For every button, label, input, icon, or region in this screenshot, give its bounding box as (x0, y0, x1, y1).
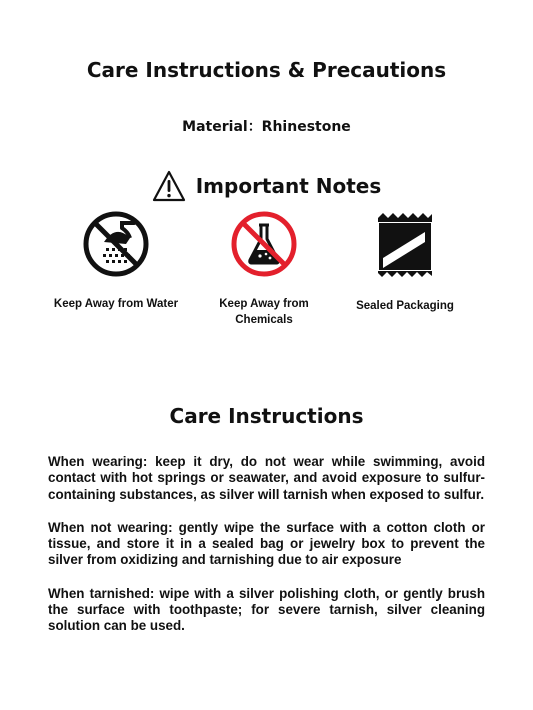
notes-icon-row (0, 210, 533, 340)
care-paragraph-not-wearing: When not wearing: gently wipe the surface with a cotton cloth or tissue, and store it in a sealed bag or jewelry box to prevent the silver from oxidizing and tarnishing due to air exposure (48, 519, 485, 568)
care-instructions-body (48, 454, 485, 652)
sealed-package-icon (370, 210, 440, 280)
note-item-chemicals (189, 210, 339, 328)
material-line: Material：Rhinestone (182, 119, 351, 135)
care-paragraph-tarnished: When tarnished: wipe with a silver polishing cloth, or gently brush the surface with toothpaste; for severe tarnish, silver cleaning solution can be used. (48, 585, 485, 634)
important-notes-title: Important Notes (195, 174, 382, 198)
no-water-shower-icon (82, 210, 150, 278)
note-label-sealed: Sealed Packaging (356, 300, 454, 312)
note-item-water (41, 210, 191, 312)
care-paragraph-wearing: When wearing: keep it dry, do not wear while swimming, avoid contact with hot springs or seawater, and avoid exposure to sulfur-containing substances, as silver will tarnish when exposed to sulfur. (48, 454, 485, 502)
care-instructions-title: Care Instructions (169, 404, 364, 428)
note-label-water: Keep Away from Water (53, 298, 179, 310)
important-notes-header (0, 170, 533, 202)
no-chemicals-flask-icon (230, 210, 298, 278)
warning-triangle-icon (152, 170, 186, 202)
note-item-sealed (330, 210, 480, 314)
page-title: Care Instructions & Precautions (86, 58, 447, 82)
note-label-chemicals: Keep Away from Chemicals (219, 298, 309, 326)
